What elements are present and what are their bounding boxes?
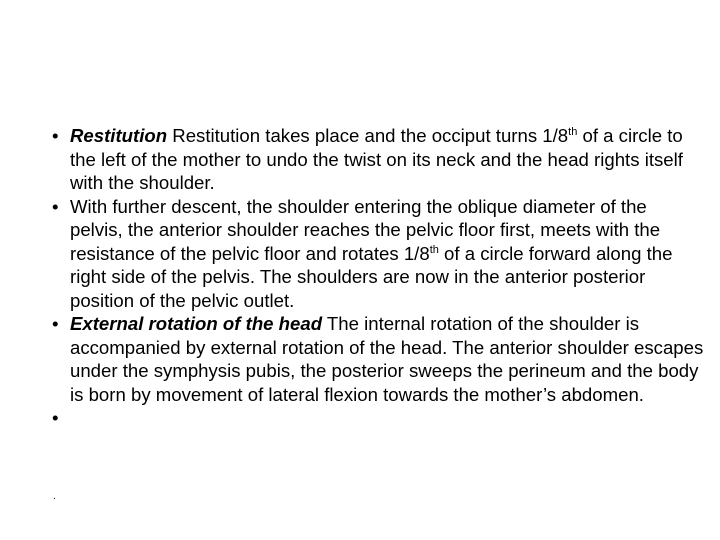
trailing-period: . bbox=[53, 491, 56, 502]
bullet-external-rotation bbox=[52, 312, 704, 406]
bullet-text: of a circle forward along the right side of the pelvis. The shoulders are now in the anterior posterior position of the pelvic outlet. bbox=[70, 242, 673, 311]
bullet-text: of a circle to the left of the mother to undo the twist on its neck and the head rights itself with the shoulder. bbox=[70, 125, 683, 193]
bullet-lead-term: Restitution bbox=[70, 125, 168, 146]
bullet-restitution bbox=[52, 124, 704, 195]
bullet-further-descent bbox=[52, 195, 704, 313]
bullet-text: With further descent, the shoulder entering the oblique diameter of the pelvis, the anterior shoulder reaches the pelvic floor first, meets with the resistance of the pelvic floor and rotates 1/8 bbox=[70, 195, 661, 264]
bullet-text: The internal rotation of the shoulder is accompanied by external rotation of the head. The anterior shoulder escapes under the symphysis pubis, the posterior sweeps the perineum and the body is born by movement of lateral flexion towards the mother’s abdomen. bbox=[70, 313, 704, 405]
bullet-list bbox=[52, 124, 704, 430]
bullet-marker: • bbox=[52, 407, 59, 428]
superscript: th bbox=[568, 126, 578, 138]
bullet-marker: • bbox=[52, 125, 59, 146]
bullet-marker: • bbox=[52, 313, 59, 334]
bullet-lead-term: External rotation of the head bbox=[70, 313, 323, 334]
bullet-empty bbox=[52, 406, 704, 430]
bullet-marker: • bbox=[52, 195, 59, 217]
superscript: th bbox=[429, 243, 439, 256]
bullet-text: Restitution takes place and the occiput turns 1/8 bbox=[167, 125, 569, 146]
